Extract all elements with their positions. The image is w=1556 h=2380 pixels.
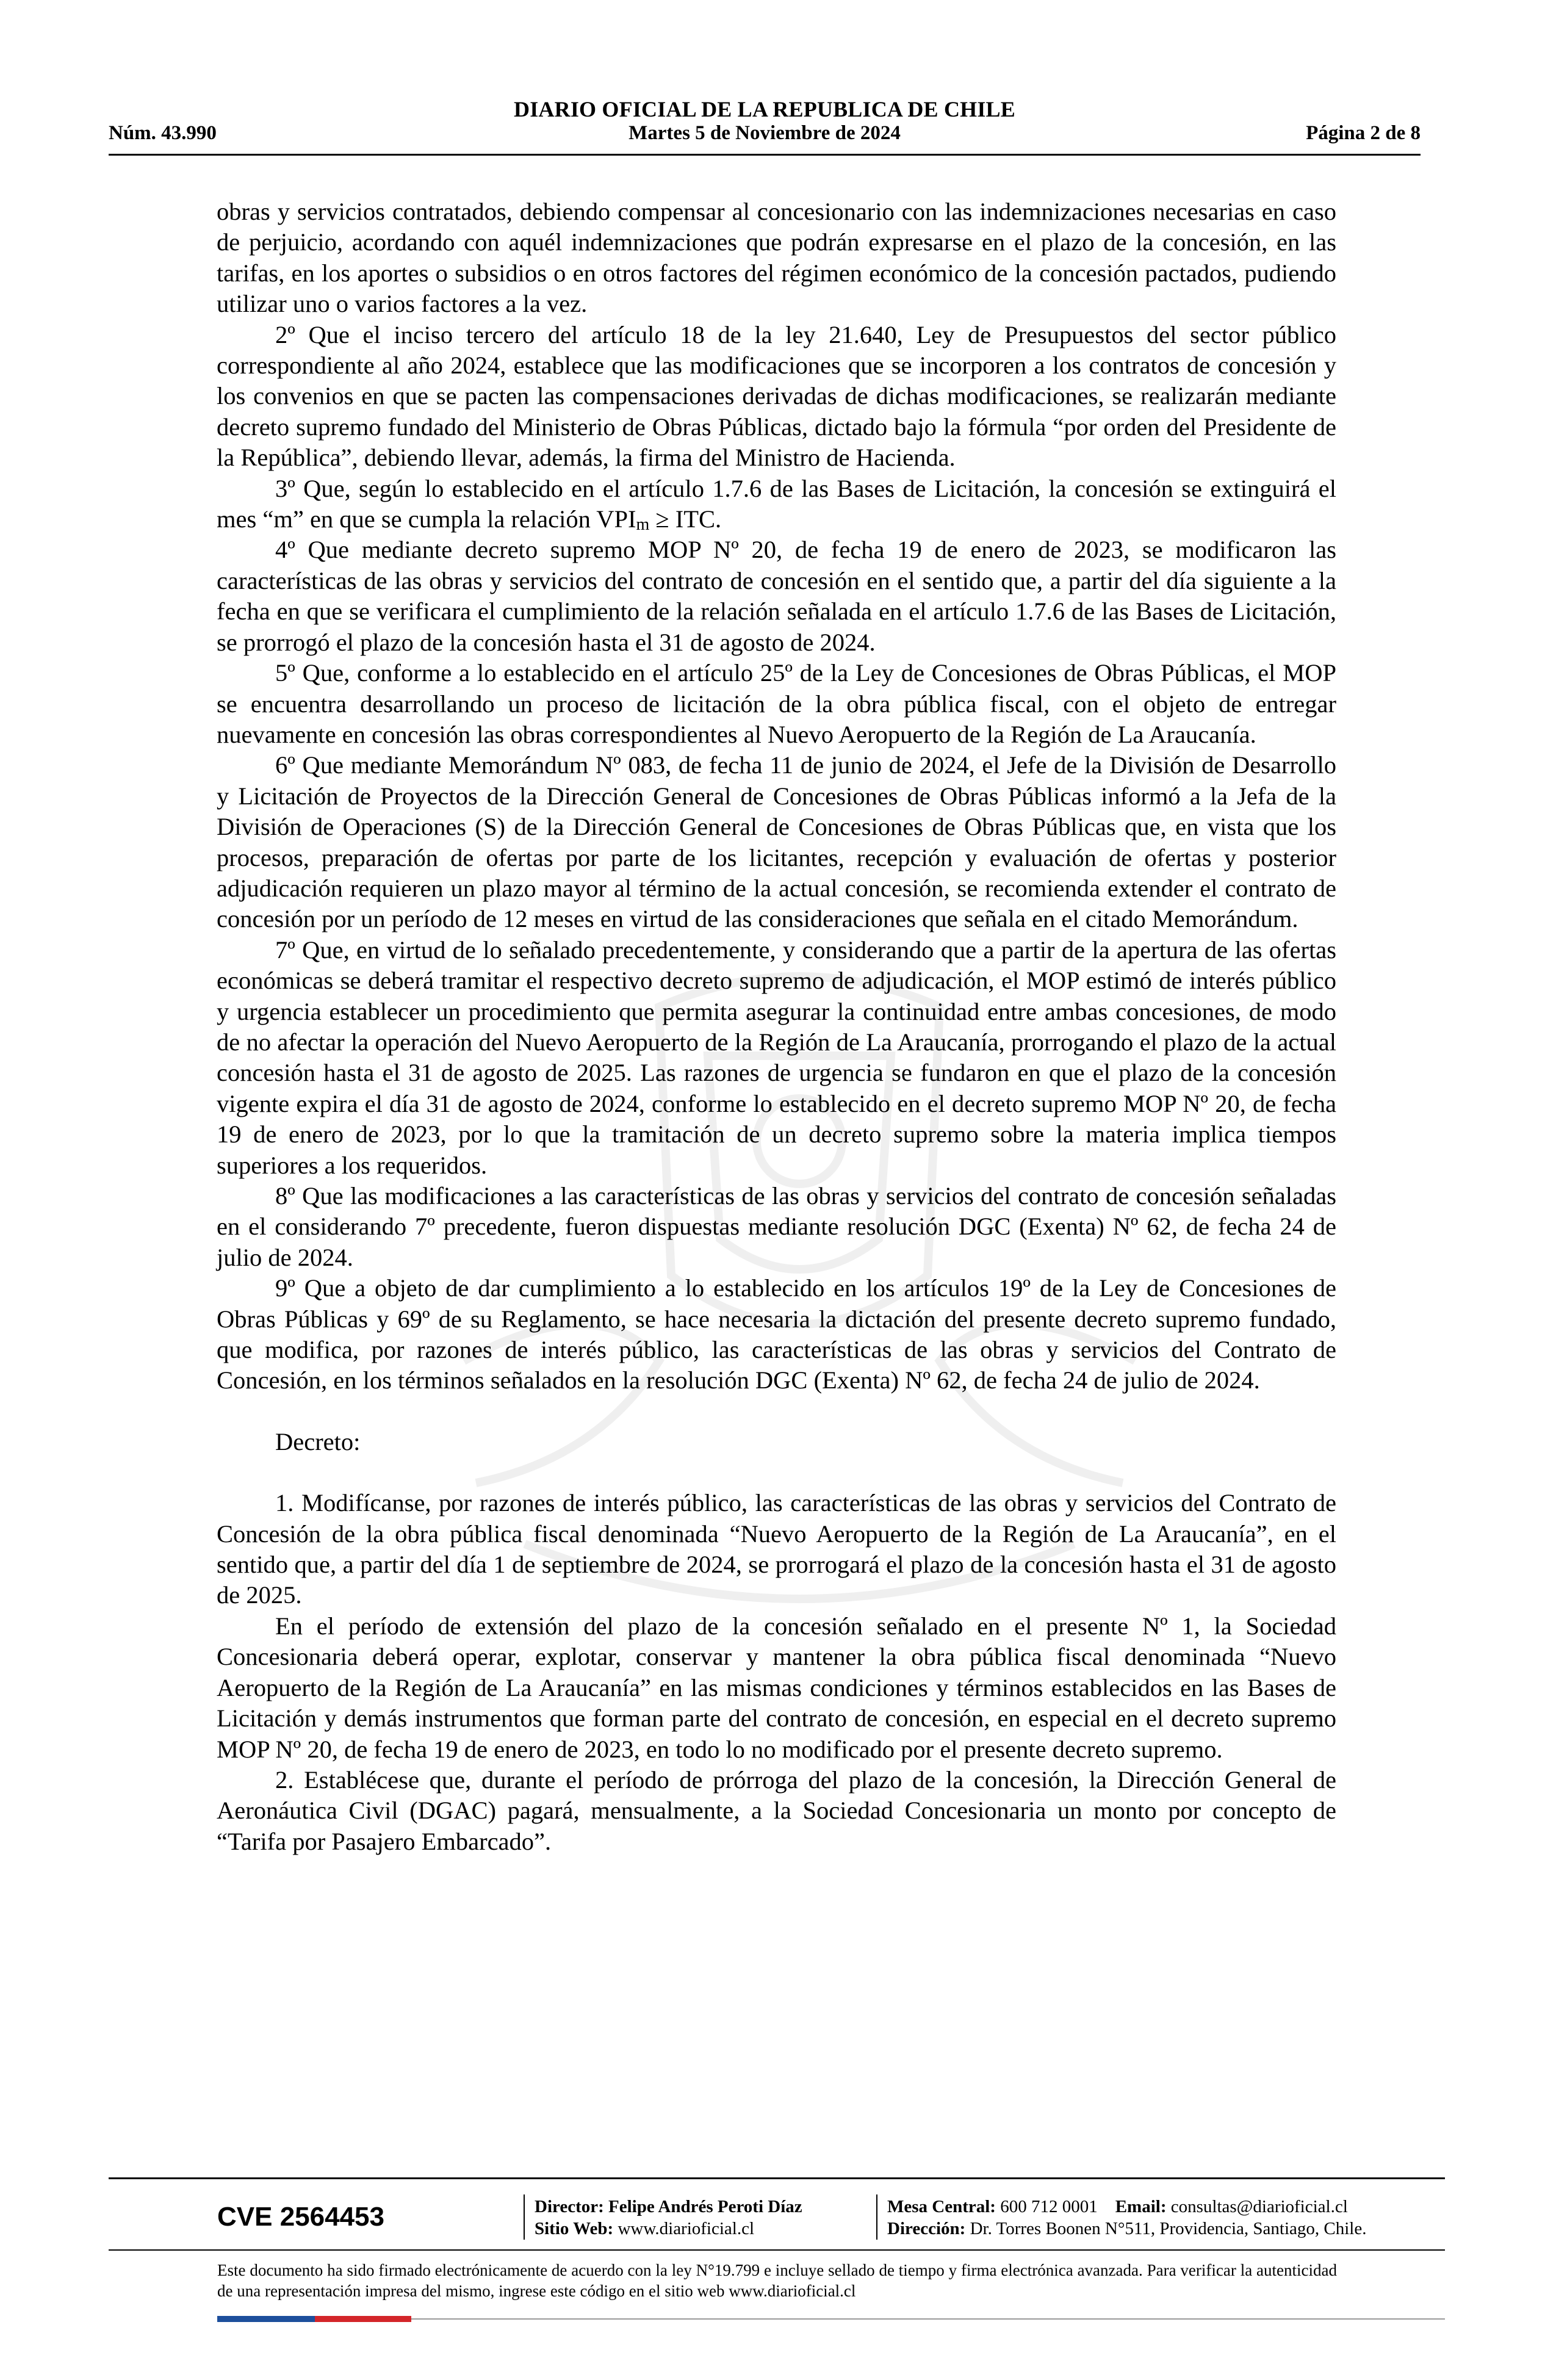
cve-code-box <box>217 2196 510 2238</box>
flag-red-segment <box>315 2316 411 2322</box>
page-indicator: Página 2 de 8 <box>1306 122 1421 144</box>
page-header <box>109 92 1421 159</box>
issue-number: Núm. 43.990 <box>109 122 217 144</box>
decree-article-2: 2. Establécese que, durante el período de prórroga del plazo de la concesión, la Dirección General de Aeronáutica Civil (DGAC) pagará, mensualmente, a la Sociedad Concesionaria un monto por concepto de “Tarifa por Pasajero Embarcado”. <box>217 1765 1336 1855</box>
mesa-central-phone: 600 712 0001 <box>1000 2197 1098 2216</box>
director-label: Director: <box>535 2197 604 2216</box>
decree-article-1-paragraph-2: En el período de extensión del plazo de la concesión señalado en el presente Nº 1, la Sociedad Concesionaria deberá operar, explotar, conservar y mantener la obra pública fiscal denominada “Nuevo Aeropuerto de la Región de La Araucanía” en las mismas condiciones y términos establecidos en las Bases de Licitación y demás instrumentos que forman parte del contrato de concesión, en especial en el decreto supremo MOP Nº 20, de fecha 19 de enero de 2023, en todo lo no modificado por el presente decreto supremo. <box>217 1612 1336 1763</box>
header-row <box>109 122 1421 153</box>
considerando-2: 2º Que el inciso tercero del artículo 18 de la ley 21.640, Ley de Presupuestos del sector público correspondiente al año 2024, establece que las modificaciones que se incorporen a los contratos de concesión y los convenios en que se pacten las compensaciones derivadas de dichas modificaciones, se realizarán mediante decreto supremo fundado del Ministerio de Obras Públicas, dictado bajo la fórmula “por orden del Presidente de la República”, debiendo llevar, además, la firma del Ministro de Hacienda. <box>217 320 1336 472</box>
decree-article-1: 1. Modifícanse, por razones de interés público, las características de las obras y servicios del Contrato de Concesión de la obra pública fiscal denominada “Nuevo Aeropuerto de la Región de La Araucanía”, en el sentido que, a partir del día 1 de septiembre de 2024, se prorrogará el plazo de la concesión hasta el 31 de agosto de 2025. <box>217 1489 1336 1609</box>
footer-separator <box>876 2194 877 2240</box>
footer-director-column <box>535 2196 802 2240</box>
considerando-3-end: ≥ ITC. <box>649 505 722 533</box>
flag-color-bar <box>217 2316 411 2322</box>
website-label: Sitio Web: <box>535 2219 614 2238</box>
website-link[interactable]: www.diarioficial.cl <box>618 2219 755 2238</box>
email-link[interactable]: consultas@diarioficial.cl <box>1170 2197 1348 2216</box>
address-text: Dr. Torres Boonen N°511, Providencia, Santiago, Chile. <box>970 2219 1367 2238</box>
issue-date: Martes 5 de Noviembre de 2024 <box>629 122 901 144</box>
considerando-5: 5º Que, conforme a lo establecido en el artículo 25º de la Ley de Concesiones de Obras Públicas, el MOP se encuentra desarrollando un proceso de licitación de la obra pública fiscal, con el objeto de entregar nuevamente en concesión las obras correspondientes al Nuevo Aeropuerto de la Región de La Araucanía. <box>217 659 1336 748</box>
mesa-central-label: Mesa Central: <box>887 2197 996 2216</box>
cve-code: CVE 2564453 <box>217 2202 384 2232</box>
considerando-6: 6º Que mediante Memorándum Nº 083, de fecha 11 de junio de 2024, el Jefe de la División de Desarrollo y Licitación de Proyectos de la Dirección General de Concesiones de Obras Públicas informó a la Jefa de la División de Operaciones (S) de la Dirección General de Concesiones de Obras Públicas que, en vista que los procesos, preparación de ofertas por parte de los licitantes, recepción y evaluación de ofertas y posterior adjudicación requieren un plazo mayor al término de la actual concesión, se recomienda extender el contrato de concesión por un período de 12 meses en virtud de las consideraciones que señala en el citado Memorándum. <box>217 751 1336 933</box>
document-body <box>217 197 1336 1857</box>
considerando-3 <box>217 474 1336 535</box>
footer-middle-rule <box>109 2249 1445 2251</box>
director-name: Felipe Andrés Peroti Díaz <box>608 2197 802 2216</box>
footer-bottom-rule <box>411 2318 1445 2320</box>
flag-blue-segment <box>217 2316 315 2322</box>
paragraph-1-continuation: obras y servicios contratados, debiendo compensar al concesionario con las indemnizaciones necesarias en caso de perjuicio, acordando con aquél indemnizaciones que podrán expresarse en el plazo de la concesión, en las tarifas, en los aportes o subsidios o en otros factores del régimen económico de la concesión pactados, pudiendo utilizar uno o varios factores a la vez. <box>217 198 1336 318</box>
footer-top-rule <box>109 2177 1445 2179</box>
considerando-8: 8º Que las modificaciones a las características de las obras y servicios del contrato de concesión señaladas en el considerando 7º precedente, fueron dispuestas mediante resolución DGC (Exenta) Nº 62, de fecha 24 de julio de 2024. <box>217 1182 1336 1271</box>
considerando-3-subscript: m <box>636 515 650 535</box>
considerando-3-text: 3º Que, según lo establecido en el artículo 1.7.6 de las Bases de Licitación, la concesión se extinguirá el mes “m” en que se cumpla la relación VPI <box>217 474 1336 533</box>
electronic-signature-notice: Este documento ha sido firmado electrónicamente de acuerdo con la ley N°19.799 e incluye sellado de tiempo y firma electrónica avanzada. Para verificar la autenticidad de una representación impresa del mismo, ingrese este código en el sitio web www.diarioficial.cl <box>217 2261 1337 2300</box>
address-label: Dirección: <box>887 2219 966 2238</box>
footer-contact-column <box>887 2196 1366 2240</box>
considerando-7: 7º Que, en virtud de lo señalado precedentemente, y considerando que a partir de la apertura de las ofertas económicas se deberá tramitar el respectivo decreto supremo de adjudicación, el MOP estimó de interés público y urgencia establecer un procedimiento que permita asegurar la continuidad entre ambas concesiones, de modo de no afectar la operación del Nuevo Aeropuerto de la Región de La Araucanía, prorrogando el plazo de la actual concesión hasta el 31 de agosto de 2025. Las razones de urgencia se fundaron en que el plazo de la concesión vigente expira el día 31 de agosto de 2024, conforme lo establecido en el decreto supremo MOP Nº 20, de fecha 19 de enero de 2023, por lo que la tramitación de un decreto supremo sobre la materia implica tiempos superiores a los requeridos. <box>217 936 1336 1179</box>
page-footer <box>109 2177 1445 2348</box>
considerando-4: 4º Que mediante decreto supremo MOP Nº 20, de fecha 19 de enero de 2023, se modificaron las características de las obras y servicios del contrato de concesión en el sentido que, a partir del día siguiente a la fecha en que se verificara el cumplimiento de la relación señalada en el artículo 1.7.6 de las Bases de Licitación, se prorrogó el plazo de la concesión hasta el 31 de agosto de 2024. <box>217 536 1336 656</box>
footer-separator <box>524 2194 525 2240</box>
header-rule <box>109 154 1421 156</box>
considerando-9: 9º Que a objeto de dar cumplimiento a lo establecido en los artículos 19º de la Ley de Concesiones de Obras Públicas y 69º de su Reglamento, se hace necesaria la dictación del presente decreto supremo fundado, que modifica, por razones de interés público, las características de las obras y servicios del Contrato de Concesión, en los términos señalados en la resolución DGC (Exenta) Nº 62, de fecha 24 de julio de 2024. <box>217 1274 1336 1394</box>
publication-title: DIARIO OFICIAL DE LA REPUBLICA DE CHILE <box>514 97 1015 121</box>
decreto-heading: Decreto: <box>275 1427 361 1455</box>
email-label: Email: <box>1115 2197 1167 2216</box>
